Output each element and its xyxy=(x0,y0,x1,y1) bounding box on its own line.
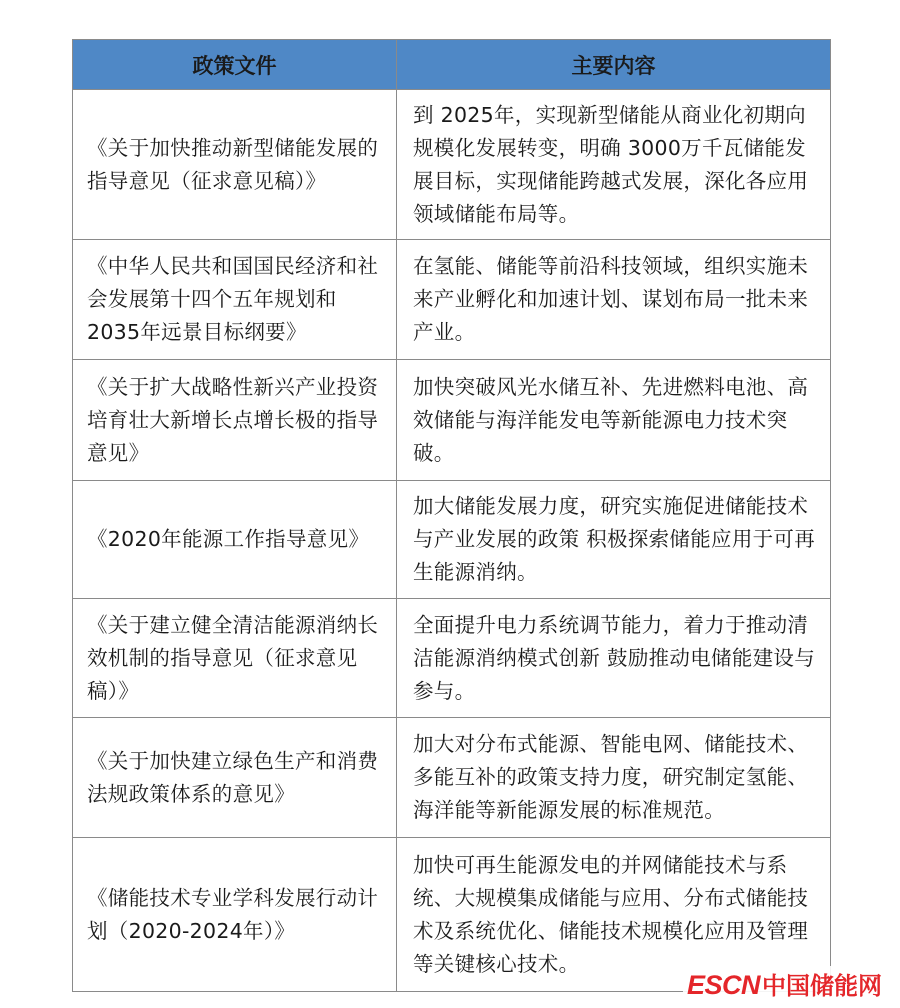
table-header-row xyxy=(73,40,831,90)
content-cell: 加快突破风光水储互补、先进燃料电池、高效储能与海洋能发电等新能源电力技术突破。 xyxy=(397,360,831,481)
content-cell: 加大储能发展力度，研究实施促进储能技术与产业发展的政策 积极探索储能应用于可再生能源消纳。 xyxy=(397,481,831,599)
escn-logo: ESCN xyxy=(686,970,760,1000)
content-cell: 加快可再生能源发电的并网储能技术与系统、大规模集成储能与应用、分布式储能技术及系统优化、储能技术规模化应用及管理等关键核心技术。 xyxy=(397,838,831,992)
policy-cell: 《关于建立健全清洁能源消纳长效机制的指导意见（征求意见稿）》 xyxy=(73,599,397,718)
table-row xyxy=(73,90,831,240)
content-cell: 到 2025年，实现新型储能从商业化初期向规模化发展转变，明确 3000万千瓦储能发展目标，实现储能跨越式发展，深化各应用领域储能布局等。 xyxy=(397,90,831,240)
watermark-site-name: 中国储能网 xyxy=(762,972,882,1000)
content-cell: 加大对分布式能源、智能电网、储能技术、多能互补的政策支持力度，研究制定氢能、海洋能等新能源发展的标准规范。 xyxy=(397,718,831,838)
policy-cell: 《关于加快推动新型储能发展的指导意见（征求意见稿）》 xyxy=(73,90,397,240)
table-row xyxy=(73,481,831,599)
escn-watermark xyxy=(683,966,886,1000)
table-row xyxy=(73,599,831,718)
content-cell: 全面提升电力系统调节能力，着力于推动清洁能源消纳模式创新 鼓励推动电储能建设与参与。 xyxy=(397,599,831,718)
header-policy-document: 政策文件 xyxy=(73,40,397,90)
table-row xyxy=(73,718,831,838)
table-row xyxy=(73,240,831,360)
policy-cell: 《关于加快建立绿色生产和消费法规政策体系的意见》 xyxy=(73,718,397,838)
policy-cell: 《储能技术专业学科发展行动计划（2020-2024年）》 xyxy=(73,838,397,992)
policy-cell: 《2020年能源工作指导意见》 xyxy=(73,481,397,599)
content-cell: 在氢能、储能等前沿科技领域，组织实施未来产业孵化和加速计划、谋划布局一批未来产业。 xyxy=(397,240,831,360)
header-main-content: 主要内容 xyxy=(397,40,831,90)
table-row xyxy=(73,360,831,481)
policy-table xyxy=(72,39,831,992)
policy-cell: 《关于扩大战略性新兴产业投资培育壮大新增长点增长极的指导意见》 xyxy=(73,360,397,481)
policy-cell: 《中华人民共和国国民经济和社会发展第十四个五年规划和 2035年远景目标纲要》 xyxy=(73,240,397,360)
